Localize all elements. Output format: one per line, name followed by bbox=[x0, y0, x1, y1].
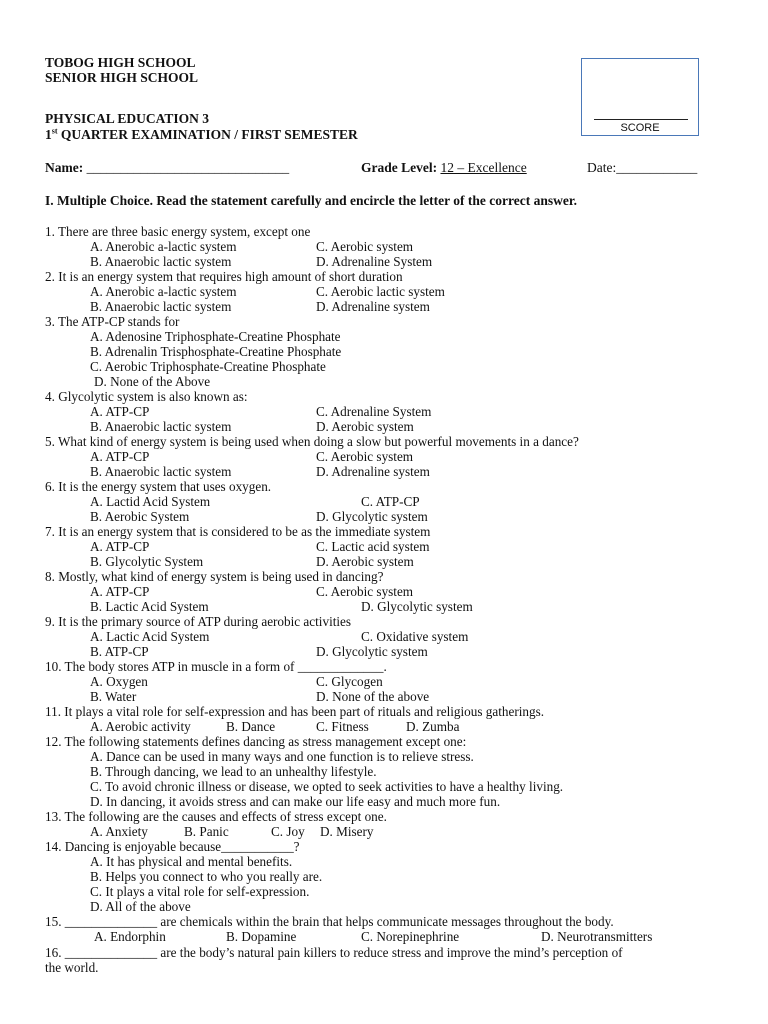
choice[interactable]: A. Oxygen bbox=[90, 674, 148, 689]
choice[interactable]: D. Glycolytic system bbox=[316, 644, 428, 659]
question-text: 4. Glycolytic system is also known as: bbox=[45, 389, 248, 404]
choice[interactable]: C. Adrenaline System bbox=[316, 404, 432, 419]
instruction: I. Multiple Choice. Read the statement carefully and encircle the letter of the correct answer. bbox=[45, 193, 577, 208]
question-text: 12. The following statements defines dancing as stress management except one: bbox=[45, 734, 467, 749]
date-label: Date: bbox=[587, 160, 617, 175]
choice[interactable]: A. ATP-CP bbox=[90, 539, 150, 554]
score-blank bbox=[594, 119, 688, 120]
school-division: SENIOR HIGH SCHOOL bbox=[45, 70, 199, 85]
choice[interactable]: C. Aerobic system bbox=[316, 239, 414, 254]
choice[interactable]: D. Aerobic system bbox=[316, 419, 414, 434]
choice[interactable]: D. Neurotransmitters bbox=[541, 929, 653, 944]
question-text: 11. It plays a vital role for self-expression and has been part of rituals and religious gatherings. bbox=[45, 704, 545, 719]
choice[interactable]: D. Glycolytic system bbox=[316, 509, 428, 524]
question-text: 14. Dancing is enjoyable because___________? bbox=[45, 839, 300, 854]
choice[interactable]: A. Endorphin bbox=[94, 929, 166, 944]
question-text-continued: the world. bbox=[45, 960, 99, 975]
choice[interactable]: D. Zumba bbox=[406, 719, 460, 734]
choice[interactable]: A. ATP-CP bbox=[90, 404, 150, 419]
choice[interactable]: A. Anerobic a-lactic system bbox=[90, 284, 237, 299]
choice[interactable]: C. Lactic acid system bbox=[316, 539, 430, 554]
choice[interactable]: B. Helps you connect to who you really are. bbox=[90, 869, 323, 884]
question-text: 8. Mostly, what kind of energy system is being used in dancing? bbox=[45, 569, 384, 584]
question-text: 1. There are three basic energy system, except one bbox=[45, 224, 311, 239]
choice[interactable]: B. Aerobic System bbox=[90, 509, 190, 524]
choice[interactable]: C. Oxidative system bbox=[361, 629, 469, 644]
choice[interactable]: C. Aerobic lactic system bbox=[316, 284, 445, 299]
choice[interactable]: D. Adrenaline system bbox=[316, 464, 430, 479]
choice[interactable]: A. Lactic Acid System bbox=[90, 629, 210, 644]
choice[interactable]: C. Joy bbox=[271, 824, 305, 839]
choice[interactable]: B. Anaerobic lactic system bbox=[90, 299, 232, 314]
name-label: Name: bbox=[45, 160, 84, 175]
choice[interactable]: B. Water bbox=[90, 689, 137, 704]
choice[interactable]: D. Adrenaline System bbox=[316, 254, 433, 269]
subject-title: PHYSICAL EDUCATION 3 bbox=[45, 111, 210, 126]
choice[interactable]: D. Glycolytic system bbox=[361, 599, 473, 614]
question-text: 3. The ATP-CP stands for bbox=[45, 314, 180, 329]
choice[interactable]: B. Dance bbox=[226, 719, 276, 734]
choice[interactable]: B. ATP-CP bbox=[90, 644, 149, 659]
school-name: TOBOG HIGH SCHOOL bbox=[45, 55, 196, 70]
question-text: 9. It is the primary source of ATP during aerobic activities bbox=[45, 614, 352, 629]
choice[interactable]: D. Adrenaline system bbox=[316, 299, 430, 314]
choice[interactable]: C. It plays a vital role for self-expression. bbox=[90, 884, 310, 899]
choice[interactable]: B. Panic bbox=[184, 824, 229, 839]
question-text: 7. It is an energy system that is considered to be as the immediate system bbox=[45, 524, 431, 539]
question-text: 16. ______________ are the body’s natural pain killers to reduce stress and improve the mind’s perception of bbox=[45, 945, 623, 960]
name-field[interactable] bbox=[45, 160, 289, 176]
choice[interactable]: C. To avoid chronic illness or disease, we opted to seek activities to have a healthy living. bbox=[90, 779, 564, 794]
score-label: SCORE bbox=[620, 122, 660, 134]
name-blank: ______________________________ bbox=[86, 160, 290, 175]
choice[interactable]: C. Norepinephrine bbox=[361, 929, 460, 944]
date-field[interactable] bbox=[587, 160, 697, 176]
choice[interactable]: A. It has physical and mental benefits. bbox=[90, 854, 293, 869]
grade-level-field bbox=[361, 160, 527, 176]
choice[interactable]: A. Adenosine Triphosphate-Creatine Phosphate bbox=[90, 329, 341, 344]
choice[interactable]: A. Dance can be used in many ways and one function is to relieve stress. bbox=[90, 749, 474, 764]
choice[interactable]: A. Aerobic activity bbox=[90, 719, 191, 734]
question-text: 6. It is the energy system that uses oxygen. bbox=[45, 479, 272, 494]
grade-value: 12 – Excellence bbox=[440, 160, 527, 175]
choice[interactable]: B. Dopamine bbox=[226, 929, 297, 944]
choice[interactable]: C. ATP-CP bbox=[361, 494, 420, 509]
choice[interactable]: C. Fitness bbox=[316, 719, 369, 734]
question-text: 2. It is an energy system that requires high amount of short duration bbox=[45, 269, 403, 284]
choice[interactable]: B. Through dancing, we lead to an unhealthy lifestyle. bbox=[90, 764, 377, 779]
choice[interactable]: B. Lactic Acid System bbox=[90, 599, 209, 614]
question-text: 5. What kind of energy system is being used when doing a slow but powerful movements in a dance? bbox=[45, 434, 579, 449]
choice[interactable]: B. Anaerobic lactic system bbox=[90, 254, 232, 269]
choice[interactable]: B. Adrenalin Trisphosphate-Creatine Phosphate bbox=[90, 344, 342, 359]
choice[interactable]: D. In dancing, it avoids stress and can make our life easy and much more fun. bbox=[90, 794, 501, 809]
choice[interactable]: B. Glycolytic System bbox=[90, 554, 204, 569]
choice[interactable]: A. ATP-CP bbox=[90, 449, 150, 464]
choice[interactable]: D. All of the above bbox=[90, 899, 191, 914]
choice[interactable]: C. Glycogen bbox=[316, 674, 383, 689]
choice[interactable]: C. Aerobic Triphosphate-Creatine Phosphate bbox=[90, 359, 326, 374]
date-blank: ____________ bbox=[616, 160, 698, 175]
choice[interactable]: D. None of the above bbox=[316, 689, 430, 704]
grade-label: Grade Level: bbox=[361, 160, 438, 175]
choice[interactable]: C. Aerobic system bbox=[316, 584, 414, 599]
exam-title: 1st QUARTER EXAMINATION / FIRST SEMESTER bbox=[45, 126, 358, 142]
question-text: 10. The body stores ATP in muscle in a form of _____________. bbox=[45, 659, 387, 674]
question-text: 13. The following are the causes and effects of stress except one. bbox=[45, 809, 387, 824]
choice[interactable]: A. Anxiety bbox=[90, 824, 148, 839]
choice[interactable]: D. None of the Above bbox=[94, 374, 211, 389]
score-box bbox=[581, 58, 699, 136]
choice[interactable]: A. Lactid Acid System bbox=[90, 494, 211, 509]
question-text: 15. ______________ are chemicals within the brain that helps communicate messages throughout the body. bbox=[45, 914, 614, 929]
choice[interactable]: B. Anaerobic lactic system bbox=[90, 419, 232, 434]
choice[interactable]: D. Aerobic system bbox=[316, 554, 414, 569]
choice[interactable]: D. Misery bbox=[320, 824, 374, 839]
choice[interactable]: B. Anaerobic lactic system bbox=[90, 464, 232, 479]
choice[interactable]: A. ATP-CP bbox=[90, 584, 150, 599]
choice[interactable]: C. Aerobic system bbox=[316, 449, 414, 464]
choice[interactable]: A. Anerobic a-lactic system bbox=[90, 239, 237, 254]
